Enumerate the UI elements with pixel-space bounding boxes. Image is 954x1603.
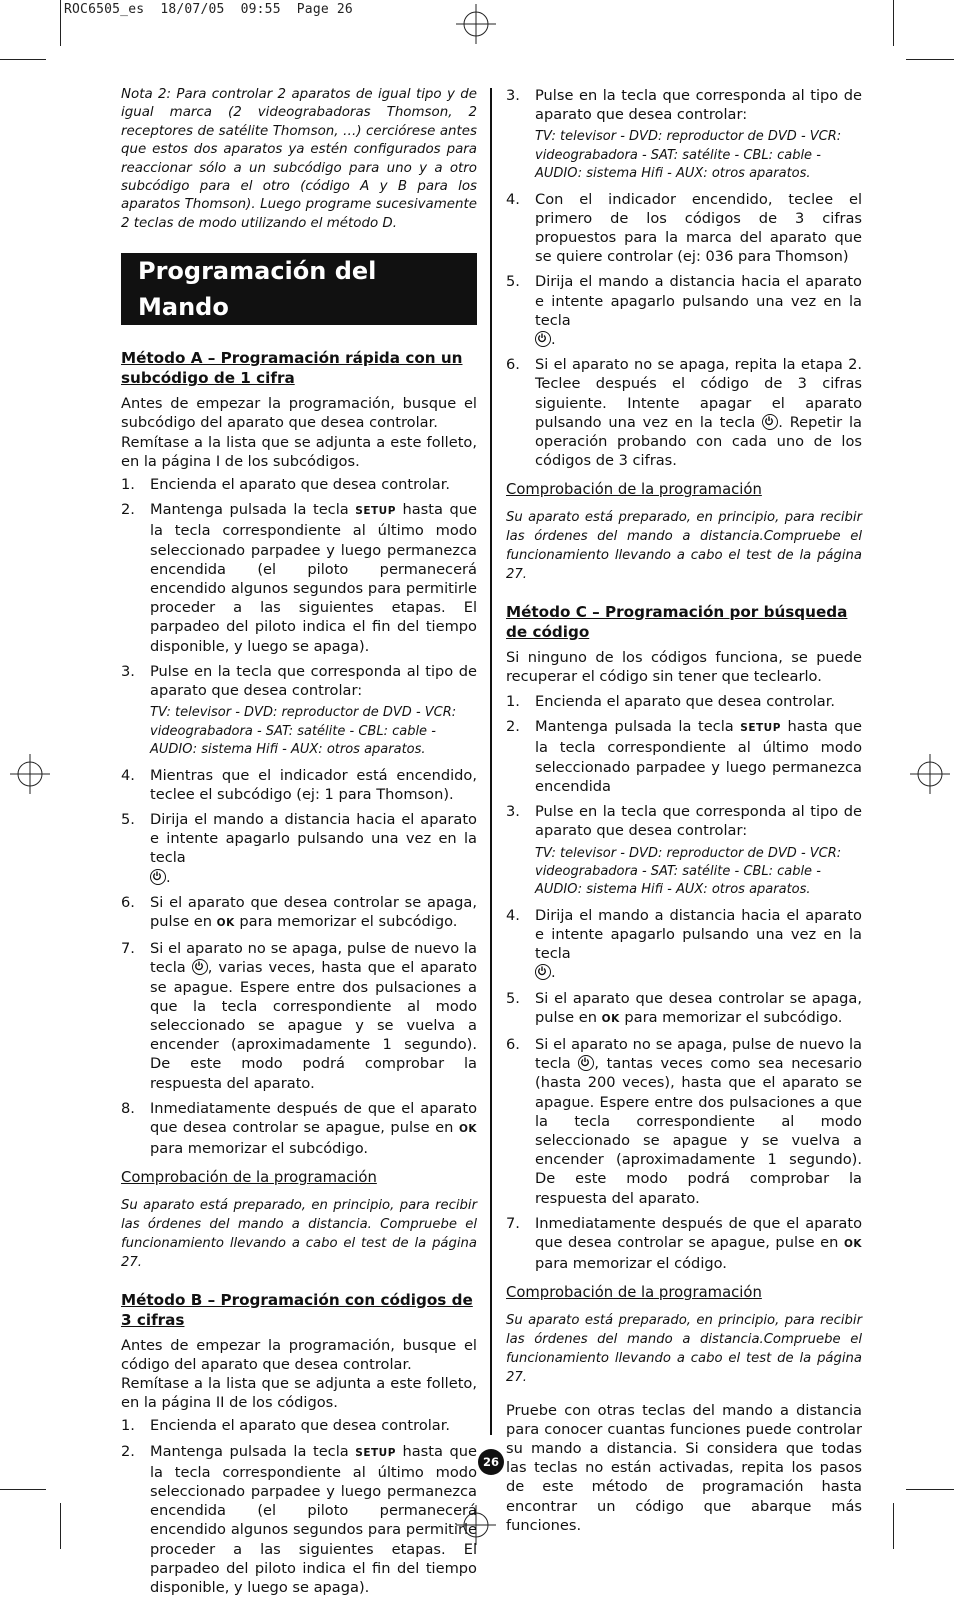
crop-mark <box>906 1489 954 1490</box>
crop-mark <box>893 0 894 46</box>
method-c-step-5: Si el aparato que desea controlar se apaga, pulse en OK para memorizar el subcódigo. <box>535 989 862 1026</box>
method-b-step-4: Con el indicador encendido, teclee el primero de los códigos de 3 cifras propuestos para la marca del aparato que se quiere controlar (ej: 036 para Thomson) <box>535 190 862 266</box>
method-a-heading: Método A – Programación rápida con un subcódigo de 1 cifra <box>121 349 463 388</box>
right-column <box>506 86 862 1539</box>
list-item: 3. Pulse en la tecla que corresponda al tipo de aparato que desea controlar: TV: televisor - DVD: reproductor de DVD - VCR: videograbadora - SAT: satélite - CBL: cable - AUDIO: sistema Hifi - AUX: otros aparatos. <box>506 802 862 900</box>
method-c-step-7: Inmediatamente después de que el aparato que desea controlar se apague, pulse en OK para memorizar el código. <box>535 1214 862 1273</box>
method-a-step-3: Pulse en la tecla que corresponda al tipo de aparato que desea controlar: TV: televisor - DVD: reproductor de DVD - VCR: videograbadora - SAT: satélite - CBL: cable - AUDIO: sistema Hifi - AUX: otros aparatos. <box>150 662 477 760</box>
method-b-step-5: Dirija el mando a distancia hacia el aparato e intente apagarlo pulsando una vez en la tecla . <box>535 273 862 349</box>
devices-list: TV: televisor - DVD: reproductor de DVD - VCR: videograbadora - SAT: satélite - CBL: cable - AUDIO: sistema Hifi - AUX: otros aparatos. <box>150 705 457 758</box>
method-a-intro-2: Remítase a la lista que se adjunta a este folleto, en la página I de los subcódigos. <box>121 433 477 470</box>
closing-paragraph: Pruebe con otras teclas del mando a distancia para conocer cuantas funciones puede controlar su mando a distancia. Si considera que todas las teclas no están activadas, repita los pasos de este método de programación hasta encontrar un código que abarque más funciones. <box>506 1401 862 1534</box>
ok-key-label: OK <box>458 1122 477 1135</box>
crop-mark <box>906 59 954 60</box>
method-c-step-6: Si el aparato no se apaga, pulse de nuevo la tecla , tantas veces como sea necesario (hasta 200 veces), hasta que el aparato se apague. Espere entre dos pulsaciones a que la tecla correspondiente al modo seleccionado se apague y se vuelva a encender (aproximadamente 1 segundo). De este modo podrá comprobar la respuesta del aparato. <box>535 1035 862 1207</box>
list-item: 7. Si el aparato no se apaga, pulse de nuevo la tecla , varias veces, hasta que el aparato se apague. Espere entre dos pulsaciones a que la tecla correspondiente al modo seleccionado se apague y se vuelva a encender (aproximadamente 1 segundo). De este modo podrá comprobar la respuesta del aparato. <box>121 940 477 1092</box>
method-b-step-3: Pulse en la tecla que corresponda al tipo de aparato que desea controlar: TV: televisor - DVD: reproductor de DVD - VCR: videograbadora - SAT: satélite - CBL: cable - AUDIO: sistema Hifi - AUX: otros aparatos. <box>535 86 862 184</box>
list-item: 7. Inmediatamente después de que el aparato que desea controlar se apague, pulse en OK para memorizar el código. <box>506 1214 862 1273</box>
crop-mark <box>0 59 46 60</box>
method-b-heading: Método B – Programación con códigos de 3 cifras <box>121 1290 473 1329</box>
method-b-check-text: Su aparato está preparado, en principio, para recibir las órdenes del mando a distancia.Compruebe el funcionamiento llevando a cabo el test de la página 27. <box>506 509 862 582</box>
column-divider <box>490 88 492 1435</box>
page-number: 26 <box>478 1449 504 1475</box>
list-item: 4. Con el indicador encendido, teclee el primero de los códigos de 3 cifras propuestos para la marca del aparato que se quiere controlar (ej: 036 para Thomson) <box>506 190 862 266</box>
registration-mark-icon <box>10 754 50 794</box>
left-column <box>121 86 477 1603</box>
registration-mark-icon <box>456 4 496 44</box>
list-item: 3. Pulse en la tecla que corresponda al tipo de aparato que desea controlar: TV: televisor - DVD: reproductor de DVD - VCR: videograbadora - SAT: satélite - CBL: cable - AUDIO: sistema Hifi - AUX: otros aparatos. <box>506 86 862 184</box>
method-a-step-8: Inmediatamente después de que el aparato que desea controlar se apague, pulse en OK para memorizar el subcódigo. <box>150 1099 477 1158</box>
devices-list: TV: televisor - DVD: reproductor de DVD - VCR: videograbadora - SAT: satélite - CBL: cable - AUDIO: sistema Hifi - AUX: otros aparatos. <box>535 129 842 182</box>
list-item: 1. Encienda el aparato que desea controlar. <box>121 1416 477 1435</box>
list-item: 3. Pulse en la tecla que corresponda al tipo de aparato que desea controlar: TV: televisor - DVD: reproductor de DVD - VCR: videograbadora - SAT: satélite - CBL: cable - AUDIO: sistema Hifi - AUX: otros aparatos. <box>121 662 477 760</box>
power-icon <box>192 959 208 975</box>
devices-list: TV: televisor - DVD: reproductor de DVD - VCR: videograbadora - SAT: satélite - CBL: cable - AUDIO: sistema Hifi - AUX: otros aparatos. <box>535 845 842 898</box>
list-item: 2. Mantenga pulsada la tecla SETUP hasta que la tecla correspondiente al último modo seleccionado parpadee y luego permanezca encendida (el piloto permanecerá encendido algunos segundos para permitirle proceder a las siguientes etapas. El parpadeo del piloto indica el fin del tiempo disponible, y luego se apaga). <box>121 1442 478 1597</box>
print-slug: ROC6505_es 18/07/05 09:55 Page 26 <box>64 2 353 17</box>
ok-key-label: OK <box>216 916 235 929</box>
method-c-step-2: Mantenga pulsada la tecla SETUP hasta que la tecla correspondiente al último modo seleccionado parpadee y luego permanezca encendida <box>535 718 863 795</box>
list-item: 1. Encienda el aparato que desea controlar. <box>506 692 862 711</box>
note-2: Nota 2: Para controlar 2 aparatos de igual tipo y de igual marca (2 videograbadoras Thomson, 2 receptores de satélite Thomson, …) cerciórese antes que estos dos aparatos ya estén configurados para reaccionar sólo a un subcódigo para uno y a otro subcódigo para el otro (código A y B para los aparatos Thomson). Luego programe sucesivamente 2 teclas de modo utilizando el método D. <box>121 87 477 231</box>
method-c-intro: Si ninguno de los códigos funciona, se puede recuperar el código sin tener que teclearlo. <box>506 648 862 685</box>
crop-mark <box>60 0 61 46</box>
ok-key-label: OK <box>843 1237 862 1250</box>
list-item: 5. Dirija el mando a distancia hacia el aparato e intente apagarlo pulsando una vez en la tecla . <box>121 810 477 886</box>
method-c-check-text: Su aparato está preparado, en principio, para recibir las órdenes del mando a distancia.Compruebe el funcionamiento llevando a cabo el test de la página 27. <box>506 1312 862 1385</box>
power-icon <box>578 1055 594 1071</box>
method-a-step-5: Dirija el mando a distancia hacia el aparato e intente apagarlo pulsando una vez en la tecla . <box>150 810 477 886</box>
crop-mark <box>0 1489 46 1490</box>
method-b-intro-2: Remítase a la lista que se adjunta a este folleto, en la página II de los códigos. <box>121 1374 477 1412</box>
method-b-step-1: Encienda el aparato que desea controlar. <box>150 1417 451 1435</box>
method-c-step-4: Dirija el mando a distancia hacia el aparato e intente apagarlo pulsando una vez en la tecla . <box>535 906 862 982</box>
method-a-check-text: Su aparato está preparado, en principio, para recibir las órdenes del mando a distancia. Compruebe el funcionamiento llevando a cabo el test de la página 27. <box>121 1197 477 1270</box>
crop-mark <box>60 1503 61 1549</box>
power-icon <box>762 414 778 430</box>
method-c-check-heading: Comprobación de la programación <box>506 1284 762 1302</box>
list-item: 6. Si el aparato que desea controlar se apaga, pulse en OK para memorizar el subcódigo. <box>121 893 477 933</box>
setup-key-label: SETUP <box>355 1446 396 1459</box>
list-item: 6. Si el aparato no se apaga, repita la etapa 2. Teclee después el código de 3 cifras siguiente. Intente apagar el aparato pulsando una vez en la tecla . Repetir la operación probando con cada uno de los códigos de 3 cifras. <box>506 356 862 470</box>
method-a-step-2: Mantenga pulsada la tecla SETUP hasta que la tecla correspondiente al último modo seleccionado parpadee y luego permanezca encendida (el piloto permanecerá encendido algunos segundos para permitirle proceder a las siguientes etapas. El parpadeo del piloto indica el fin del tiempo disponible, y luego se apaga). <box>150 501 478 655</box>
registration-mark-icon <box>910 754 950 794</box>
method-c-step-3: Pulse en la tecla que corresponda al tipo de aparato que desea controlar: TV: televisor - DVD: reproductor de DVD - VCR: videograbadora - SAT: satélite - CBL: cable - AUDIO: sistema Hifi - AUX: otros aparatos. <box>535 802 862 900</box>
list-item: 4. Mientras que el indicador está encendido, teclee el subcódigo (ej: 1 para Thomson). <box>121 766 477 803</box>
section-title: Programación del Mando <box>121 253 477 325</box>
method-a-step-4: Mientras que el indicador está encendido, teclee el subcódigo (ej: 1 para Thomson). <box>150 766 477 803</box>
power-icon <box>535 964 551 980</box>
method-b-intro: Antes de empezar la programación, busque el código del aparato que desea controlar. <box>121 1336 477 1373</box>
setup-key-label: SETUP <box>355 505 396 518</box>
list-item: 6. Si el aparato no se apaga, pulse de nuevo la tecla , tantas veces como sea necesario (hasta 200 veces), hasta que el aparato se apague. Espere entre dos pulsaciones a que la tecla correspondiente al modo seleccionado se apague y se vuelva a encender (aproximadamente 1 segundo). De este modo podrá comprobar la respuesta del aparato. <box>506 1035 862 1207</box>
method-a-step-1: Encienda el aparato que desea controlar. <box>150 476 451 494</box>
method-c-step-1: Encienda el aparato que desea controlar. <box>535 693 836 711</box>
method-c-heading: Método C – Programación por búsqueda de código <box>506 602 848 641</box>
ok-key-label: OK <box>601 1012 620 1025</box>
list-item: 8. Inmediatamente después de que el aparato que desea controlar se apague, pulse en OK para memorizar el subcódigo. <box>121 1099 477 1158</box>
list-item: 5. Dirija el mando a distancia hacia el aparato e intente apagarlo pulsando una vez en la tecla . <box>506 273 862 349</box>
method-b-step-6: Si el aparato no se apaga, repita la etapa 2. Teclee después el código de 3 cifras siguiente. Intente apagar el aparato pulsando una vez en la tecla . Repetir la operación probando con cada uno de los códigos de 3 cifras. <box>535 356 862 470</box>
power-icon <box>535 331 551 347</box>
list-item: 2. Mantenga pulsada la tecla SETUP hasta que la tecla correspondiente al último modo seleccionado parpadee y luego permanezca encendida <box>506 718 863 795</box>
method-a-step-7: Si el aparato no se apaga, pulse de nuevo la tecla , varias veces, hasta que el aparato se apague. Espere entre dos pulsaciones a que la tecla correspondiente al modo seleccionado se apague y se vuelva a encender (aproximadamente 1 segundo). De este modo podrá comprobar la respuesta del aparato. <box>150 940 477 1092</box>
list-item: 1. Encienda el aparato que desea controlar. <box>121 475 477 494</box>
setup-key-label: SETUP <box>740 722 781 735</box>
list-item: 2. Mantenga pulsada la tecla SETUP hasta que la tecla correspondiente al último modo seleccionado parpadee y luego permanezca encendida (el piloto permanecerá encendido algunos segundos para permitirle proceder a las siguientes etapas. El parpadeo del piloto indica el fin del tiempo disponible, y luego se apaga). <box>121 501 478 655</box>
power-icon <box>150 869 166 885</box>
list-item: 4. Dirija el mando a distancia hacia el aparato e intente apagarlo pulsando una vez en la tecla . <box>506 906 862 982</box>
method-a-intro: Antes de empezar la programación, busque el subcódigo del aparato que desea controlar. <box>121 395 477 432</box>
method-b-step-2: Mantenga pulsada la tecla SETUP hasta que la tecla correspondiente al último modo seleccionado parpadee y luego permanezca encendida (el piloto permanecerá encendido algunos segundos para permitirle proceder a las siguientes etapas. El parpadeo del piloto indica el fin del tiempo disponible, y luego se apaga). <box>150 1442 478 1597</box>
method-a-step-6: Si el aparato que desea controlar se apaga, pulse en OK para memorizar el subcódigo. <box>150 893 477 930</box>
method-b-check-heading: Comprobación de la programación <box>506 481 762 499</box>
list-item: 5. Si el aparato que desea controlar se apaga, pulse en OK para memorizar el subcódigo. <box>506 989 862 1029</box>
method-a-check-heading: Comprobación de la programación <box>121 1169 377 1187</box>
crop-mark <box>893 1503 894 1549</box>
